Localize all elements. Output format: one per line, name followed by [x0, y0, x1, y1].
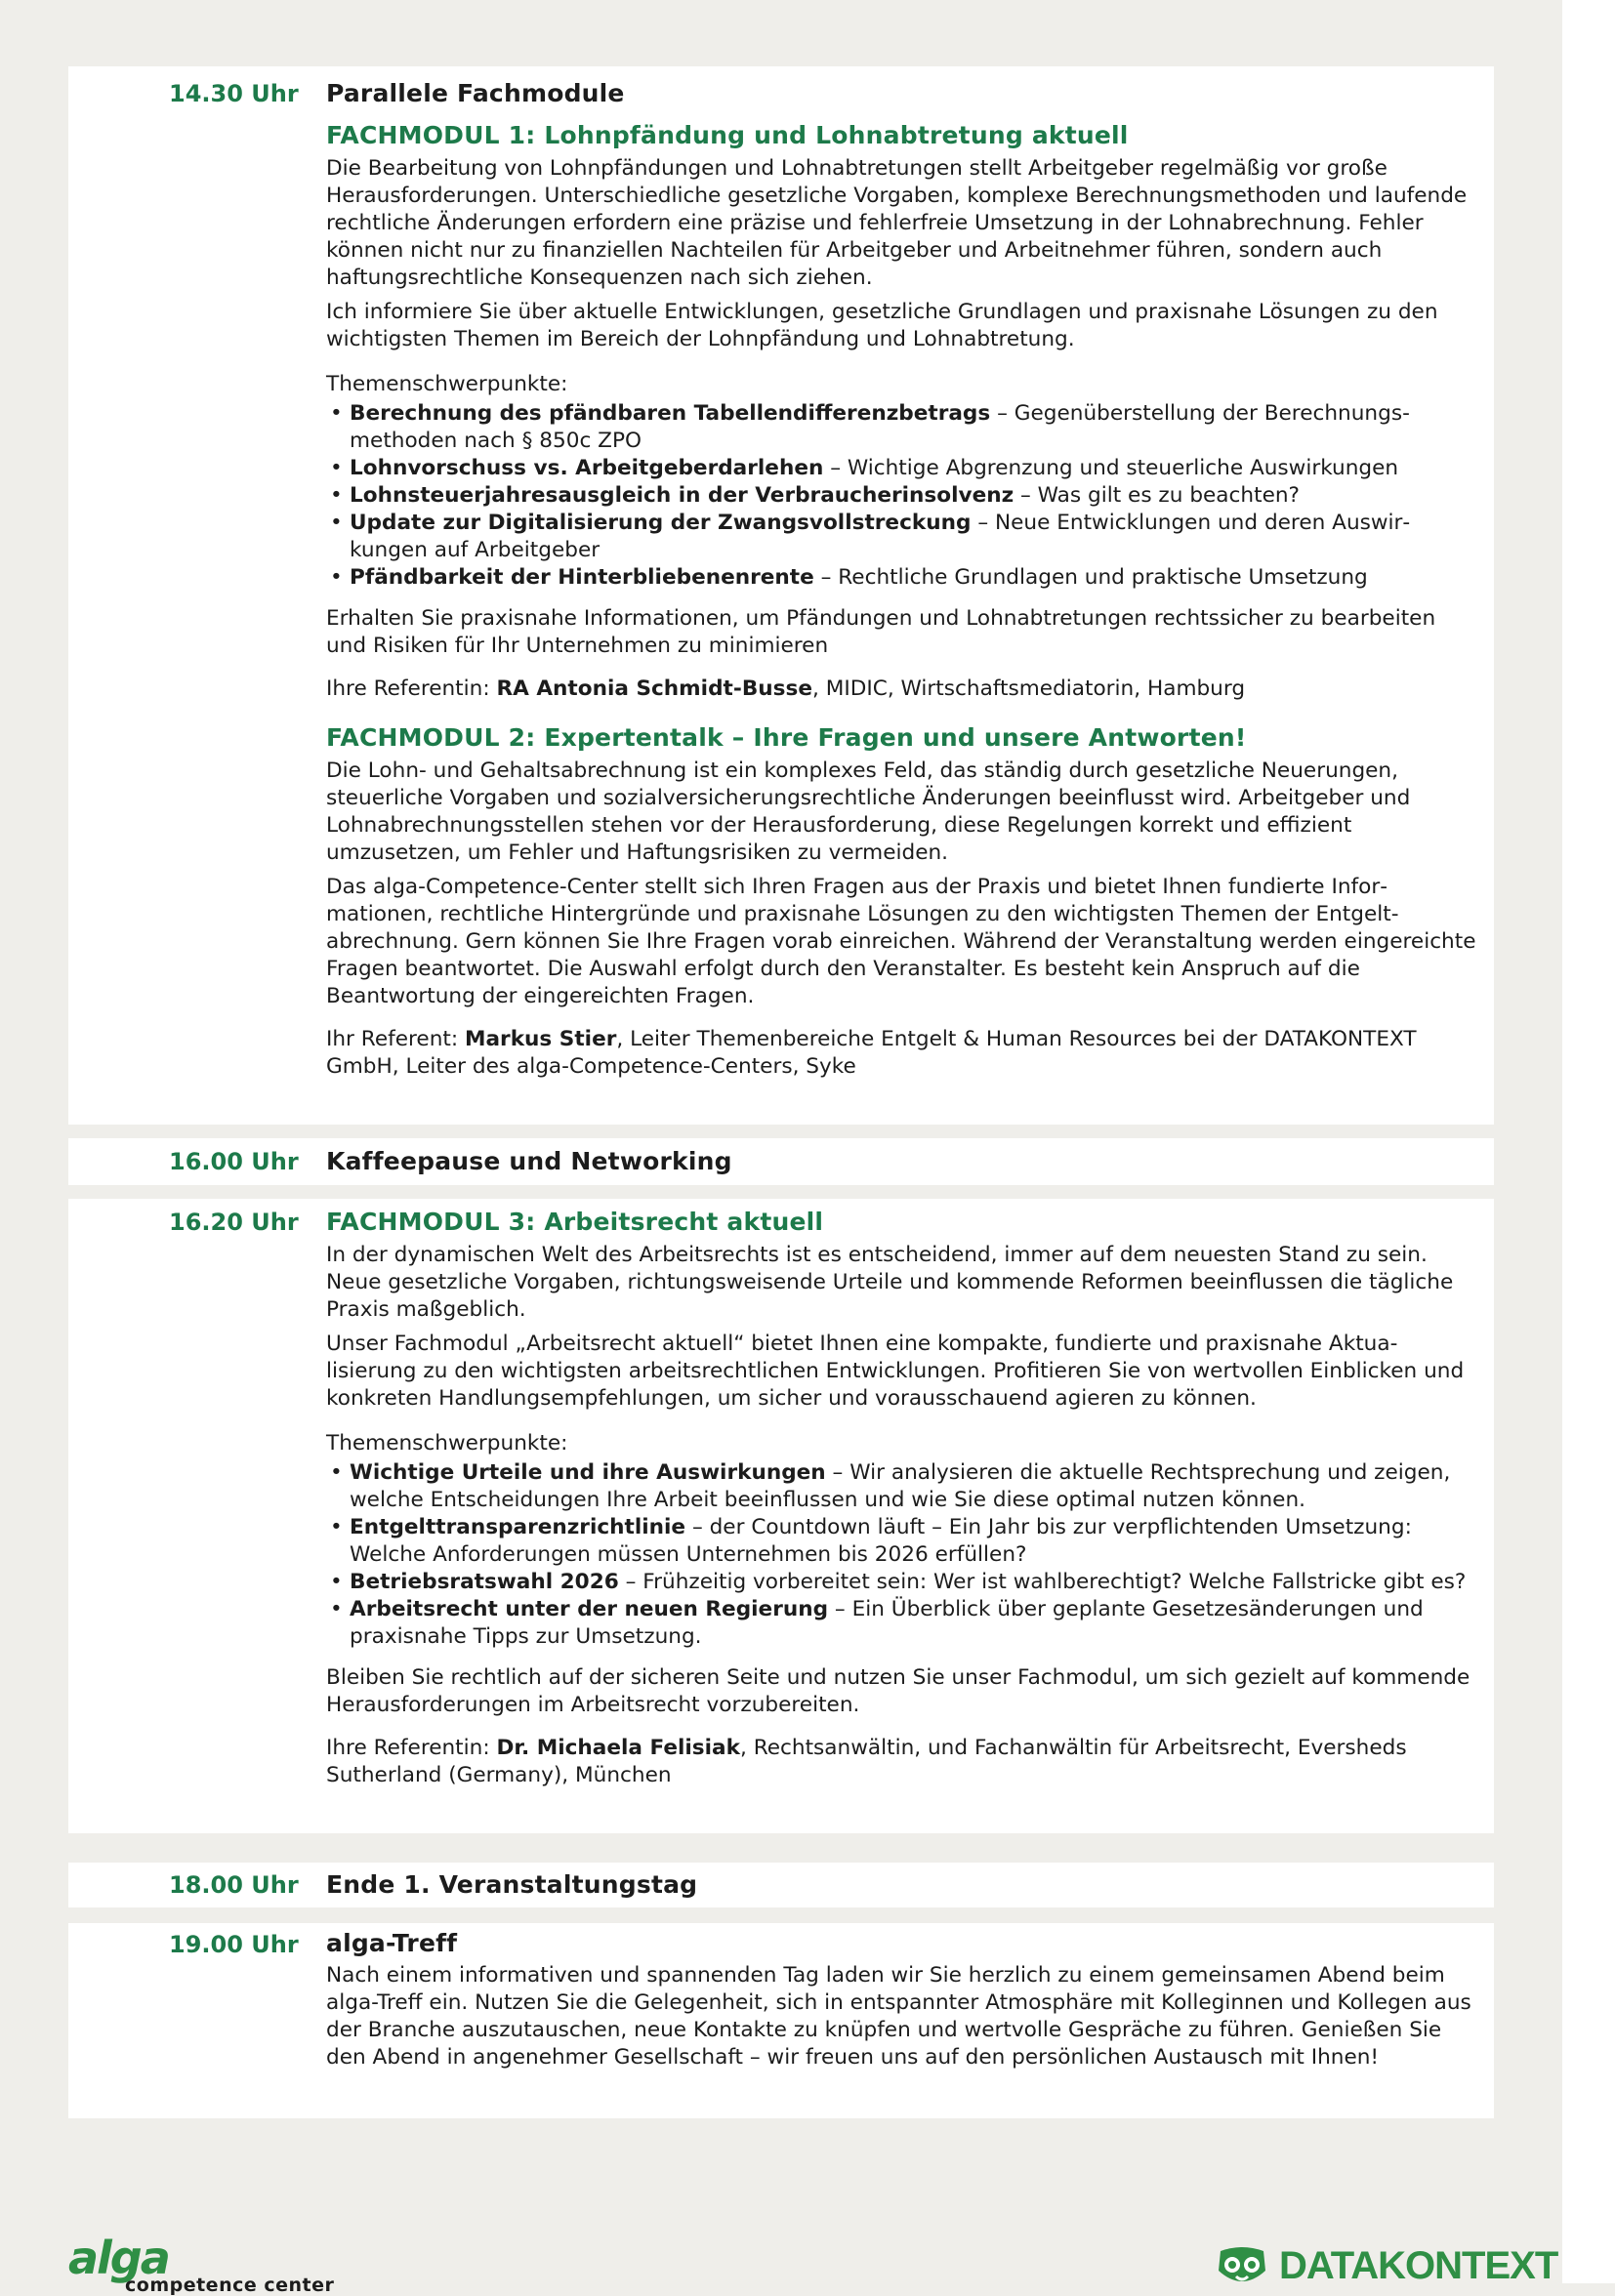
session-time: 16.00 Uhr [169, 1148, 299, 1175]
speaker-line: Ihre Referentin: RA Antonia Schmidt-Busse, MIDIC, Wirtschaftsmediatorin, Hamburg [326, 676, 1246, 701]
bullet-icon: • [330, 456, 343, 480]
session-content [326, 79, 1478, 1087]
speaker-line: Ihr Referent: Markus Stier, Leiter Themenbereiche Entgelt & Human Resources bei der DATAKONTEXT GmbH, Leiter des alga-Competence-Centers, Syke [326, 1027, 1417, 1079]
bullet-icon: • [330, 1570, 343, 1594]
module-1-title: FACHMODUL 1: Lohnpfändung und Lohnabtretung aktuell [326, 121, 1129, 149]
module-1-paragraph: Die Bearbeitung von Lohnpfändungen und Lohnabtretungen stellt Arbeitgeber regelmäßig vor große Herausforderungen. Unterschiedliche gesetzliche Vorgaben, komplexe Berechnungsmethoden und laufende rechtliche Änderungen erfordern eine präzise und fehlerfreie Umsetzung in der Lohnabrechnung. Fehler können nicht nur zu finanziellen Nachteilen für Arbeitgeber und Arbeitnehmer führen, sondern auch haftungsrechtliche Konsequenzen nach sich ziehen. [326, 156, 1468, 290]
session-title: alga-Treff [326, 1929, 458, 1957]
bullet-icon: • [330, 1597, 343, 1621]
module-3-title: FACHMODUL 3: Arbeitsrecht aktuell [326, 1208, 824, 1236]
list-item: • Update zur Digitalisierung der Zwangsvollstreckung – Neue Entwicklungen und deren Auswirkungen auf Arbeitgeber [330, 511, 1411, 562]
session-title: Parallele Fachmodule [326, 79, 625, 107]
session-title: Ende 1. Veranstaltungstag [326, 1870, 698, 1899]
speaker-name: Markus Stier [464, 1027, 617, 1051]
session-content [326, 1207, 1478, 1796]
topics-heading: Themenschwerpunkte: [326, 1431, 568, 1456]
bullet-icon: • [330, 511, 343, 535]
module-3-paragraph: Bleiben Sie rechtlich auf der sicheren Seite und nutzen Sie unser Fachmodul, um sich gezielt auf kommende Herausforderungen im Arbeitsrecht vorzubereiten. [326, 1665, 1470, 1717]
topics-heading: Themenschwerpunkte: [326, 372, 568, 396]
session-block-1620 [68, 1199, 1494, 1833]
module-3-topic-list [326, 1459, 1478, 1651]
list-item: • Berechnung des pfändbaren Tabellendifferenzbetrags – Gegenüberstellung der Berechnungsmethoden nach § 850c ZPO [330, 401, 1410, 453]
session-time: 16.20 Uhr [169, 1209, 299, 1236]
speaker-name: RA Antonia Schmidt-Busse [496, 676, 813, 701]
session-block-1600 [68, 1138, 1494, 1185]
list-item: • Lohnsteuerjahresausgleich in der Verbraucherinsolvenz – Was gilt es zu beachten? [330, 483, 1300, 508]
session-time: 19.00 Uhr [169, 1931, 299, 1958]
bullet-icon: • [330, 1460, 343, 1485]
module-2-paragraph: Das alga-Competence-Center stellt sich Ihren Fragen aus der Praxis und bietet Ihnen fundierte Informationen, rechtliche Hintergründe und praxisnahe Lösungen zu den wichtigsten Themen der Entgeltabrechnung. Gern können Sie Ihre Fragen vorab einreichen. Während der Veranstaltung werden eingereichte Fragen beantwortet. Die Auswahl erfolgt durch den Veranstalter. Es besteht kein Anspruch auf die Beantwortung der eingereichten Fragen. [326, 875, 1476, 1008]
session-content [326, 1929, 1478, 2078]
bullet-icon: • [330, 483, 343, 508]
list-item: • Entgelttransparenzrichtlinie – der Countdown läuft – Ein Jahr bis zur verpflichtenden Umsetzung: Welche Anforderungen müssen Unternehmen bis 2026 erfüllen? [330, 1515, 1412, 1567]
session-content [326, 1147, 1478, 1176]
list-item: • Arbeitsrecht unter der neuen Regierung – Ein Überblick über geplante Gesetzesänderungen und praxisnahe Tipps zur Umsetzung. [330, 1597, 1424, 1649]
list-item: • Wichtige Urteile und ihre Auswirkungen – Wir analysieren die aktuelle Rechtsprechung und zeigen, welche Entscheidungen Ihre Arbeit beeinflussen und wie Sie diese optimal nutzen können. [330, 1460, 1451, 1512]
module-3-paragraph: In der dynamischen Welt des Arbeitsrechts ist es entscheidend, immer auf dem neuesten Stand zu sein. Neue gesetzliche Vorgaben, richtungsweisende Urteile und kommende Reformen beeinflussen die tägliche Praxis maßgeblich. [326, 1243, 1454, 1322]
list-item: • Pfändbarkeit der Hinterbliebenenrente – Rechtliche Grundlagen und praktische Umsetzung [330, 565, 1368, 590]
alga-logo-tagline: competence center [125, 2275, 335, 2296]
session-time: 14.30 Uhr [169, 80, 299, 107]
bullet-icon: • [330, 1515, 343, 1539]
page-margin-strip [1562, 0, 1615, 2283]
session-block-1430 [68, 66, 1494, 1125]
session-block-1800 [68, 1863, 1494, 1907]
module-1-topic-list [326, 400, 1478, 592]
list-item: • Betriebsratswahl 2026 – Frühzeitig vorbereitet sein: Wer ist wahlberechtigt? Welche Fallstricke gibt es? [330, 1570, 1467, 1594]
session-paragraph: Nach einem informativen und spannenden Tag laden wir Sie herzlich zu einem gemeinsamen Abend beim alga-Treff ein. Nutzen Sie die Gelegenheit, sich in entspannter Atmosphäre mit Kolleginnen und Kollegen aus der Branche auszutauschen, neue Kontakte zu knüpfen und wertvolle Gespräche zu führen. Genießen Sie den Abend in angenehmer Gesellschaft – wir freuen uns auf den persönlichen Austausch mit Ihnen! [326, 1963, 1471, 2070]
module-2-title: FACHMODUL 2: Expertentalk – Ihre Fragen und unsere Antworten! [326, 723, 1247, 752]
alga-logo-wordmark: alga [68, 2232, 169, 2284]
session-block-1900 [68, 1923, 1494, 2118]
session-time: 18.00 Uhr [169, 1871, 299, 1899]
module-1-paragraph: Erhalten Sie praxisnahe Informationen, um Pfändungen und Lohnabtretungen rechtssicher zu bearbeiten und Risiken für Ihr Unternehmen zu minimieren [326, 606, 1436, 658]
module-2-paragraph: Die Lohn- und Gehaltsabrechnung ist ein komplexes Feld, das ständig durch gesetzliche Neuerungen, steuerliche Vorgaben und sozialversicherungsrechtliche Änderungen beeinflusst wird. Arbeitgeber und Lohnabrechnungsstellen stehen vor der Herausforderung, diese Regelungen korrekt und effizient umzusetzen, um Fehler und Haftungsrisiken zu vermeiden. [326, 758, 1411, 865]
module-1-paragraph: Ich informiere Sie über aktuelle Entwicklungen, gesetzliche Grundlagen und praxisnahe Lösungen zu den wichtigsten Themen im Bereich der Lohnpfändung und Lohnabtretung. [326, 300, 1438, 351]
module-3-paragraph: Unser Fachmodul „Arbeitsrecht aktuell“ bietet Ihnen eine kompakte, fundierte und praxisnahe Aktualisierung zu den wichtigsten arbeitsrechtlichen Entwicklungen. Profitieren Sie von wertvollen Einblicken und konkreten Handlungsempfehlungen, um sicher und vorausschauend agieren zu können. [326, 1332, 1465, 1411]
datakontext-wordmark: DATAKONTEXT [1279, 2243, 1558, 2287]
speaker-line: Ihre Referentin: Dr. Michaela Felisiak, Rechtsanwältin, und Fachanwältin für Arbeitsrecht, Eversheds Sutherland (Germany), München [326, 1736, 1407, 1787]
list-item: • Lohnvorschuss vs. Arbeitgeberdarlehen – Wichtige Abgrenzung und steuerliche Auswirkungen [330, 456, 1399, 480]
speaker-name: Dr. Michaela Felisiak [496, 1736, 740, 1760]
alga-logo [68, 2232, 335, 2296]
session-content [326, 1870, 1478, 1900]
bullet-icon: • [330, 401, 343, 426]
bullet-icon: • [330, 565, 343, 590]
session-title: Kaffeepause und Networking [326, 1147, 732, 1175]
